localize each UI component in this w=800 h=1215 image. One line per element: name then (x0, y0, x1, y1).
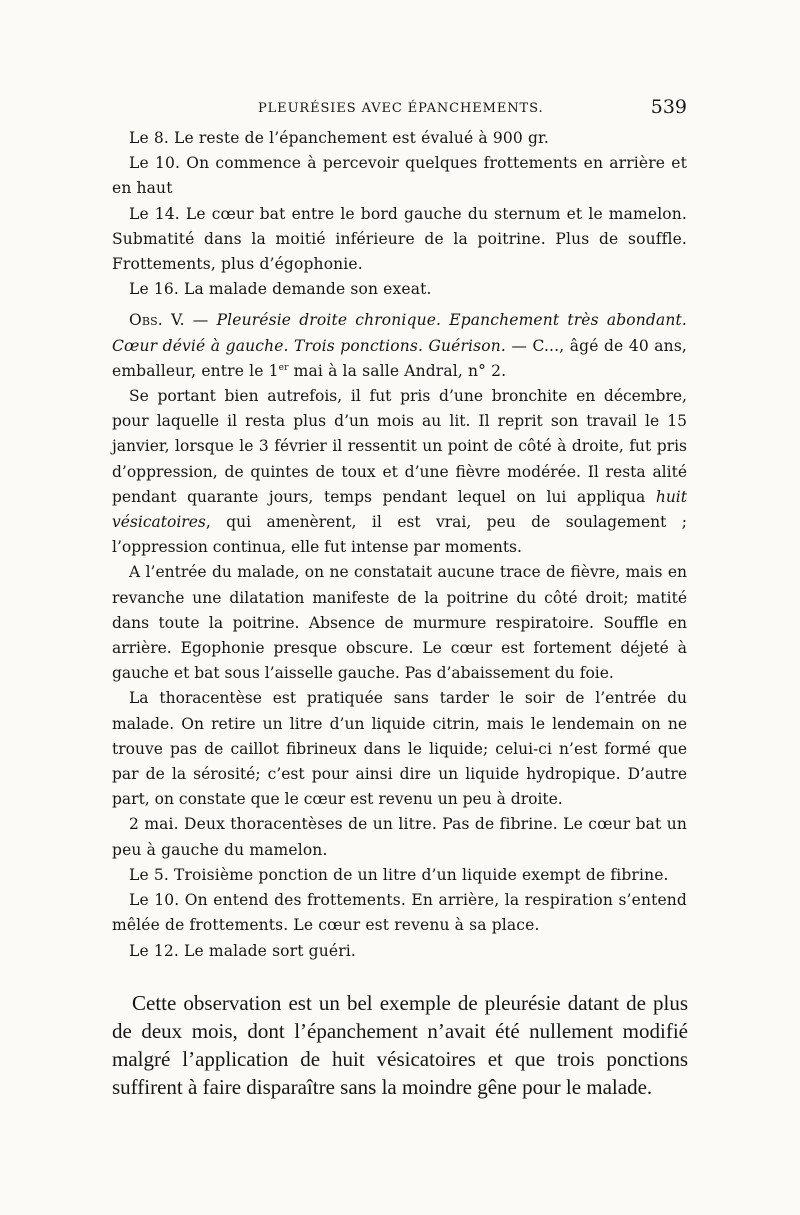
day-14-paragraph: Le 14. Le cœur bat entre le bord gauche du sternum et le mamelon. Submatité dans la moitié inférieure de la poitrine. Plus de souffle. Frottements, plus d’égophonie. (112, 204, 687, 274)
observation-heading (112, 308, 687, 384)
history-text-end: , qui amenèrent, il est vrai, peu de soulagement ; l’oppression continua, elle fut intense par moments. (112, 513, 687, 557)
running-head: PLEURÉSIES AVEC ÉPANCHEMENTS. (258, 101, 544, 116)
day-10-paragraph: Le 10. On commence à percevoir quelques frottements en arrière et en haut (112, 154, 687, 198)
day-5-paragraph: Le 5. Troisième ponction de un litre d’un liquide exempt de fibrine. (129, 865, 669, 884)
observation-dash: — (184, 311, 217, 330)
page-header (112, 96, 687, 126)
entry-paragraph: A l’entrée du malade, on ne constatait aucune trace de fièvre, mais en revanche une dilatation manifeste de la poitrine du côté droit; matité dans toute la poitrine. Absence de murmure respiratoire. Souffle en arrière. Egophonie presque obscure. Le cœur est fortement déjeté à gauche et bat sous l’aisselle gauche. Pas d’abaissement du foie. (112, 563, 687, 683)
ordinal-superscript: er (278, 362, 289, 373)
thoracentesis-paragraph: La thoracentèse est pratiquée sans tarder le soir de l’entrée du malade. On retire un litre d’un liquide citrin, mais le lendemain on ne trouve pas de caillot fibrineux dans le liquide; celui-ci n’est formé que par de la sérosité; c’est pour ainsi dire un liquide hydropique. D’autre part, on constate que le cœur est revenu un peu à droite. (112, 689, 687, 809)
conclusion-block (112, 989, 688, 1101)
day-16-paragraph: Le 16. La malade demande son exeat. (129, 280, 432, 299)
day-8-paragraph: Le 8. Le reste de l’épanchement est évalué à 900 gr. (129, 129, 549, 147)
conclusion-paragraph: Cette observation est un bel exemple de pleurésie datant de plus de deux mois, dont l’épanchement n’avait été nullement modifié malgré l’application de huit vésicatoires et que trois ponctions suffirent à faire disparaître sans la moindre gêne pour le malade. (112, 991, 688, 1099)
observation-title: Pleurésie droite chronique. Epanchement très abondant. Cœur dévié à gauche. Trois ponctions. Guérison. (112, 311, 687, 355)
observation-label: Obs. V. (129, 311, 185, 330)
day-12-paragraph: Le 12. Le malade sort guéri. (129, 941, 356, 960)
day-10-followup-paragraph: Le 10. On entend des frottements. En arrière, la respiration s’entend mêlée de frottements. Le cœur est revenu à sa place. (112, 891, 687, 935)
page-number: 539 (650, 96, 687, 118)
history-text-start: Se portant bien autrefois, il fut pris d’une bronchite en décembre, pour laquelle il resta plus d’un mois au lit. Il reprit son travail le 15 janvier, lorsque le 3 février il ressentit un point de côté à droite, fut pris d’oppression, de quintes de toux et d’une fièvre modérée. Il resta alité pendant quarante jours, temps pendant lequel on lui appliqua (112, 387, 687, 506)
treatment-italic: huit vésicatoires (112, 487, 687, 532)
body-text (112, 126, 687, 964)
history-paragraph (112, 384, 687, 560)
observation-ward-text: mai à la salle Andral, n° 2. (288, 361, 507, 380)
observation-patient-text: — C..., âgé de 40 ans, emballeur, entre le 1 (112, 336, 687, 380)
may-2-paragraph: 2 mai. Deux thoracentèses de un litre. Pas de fibrine. Le cœur bat un peu à gauche du mamelon. (112, 815, 687, 859)
